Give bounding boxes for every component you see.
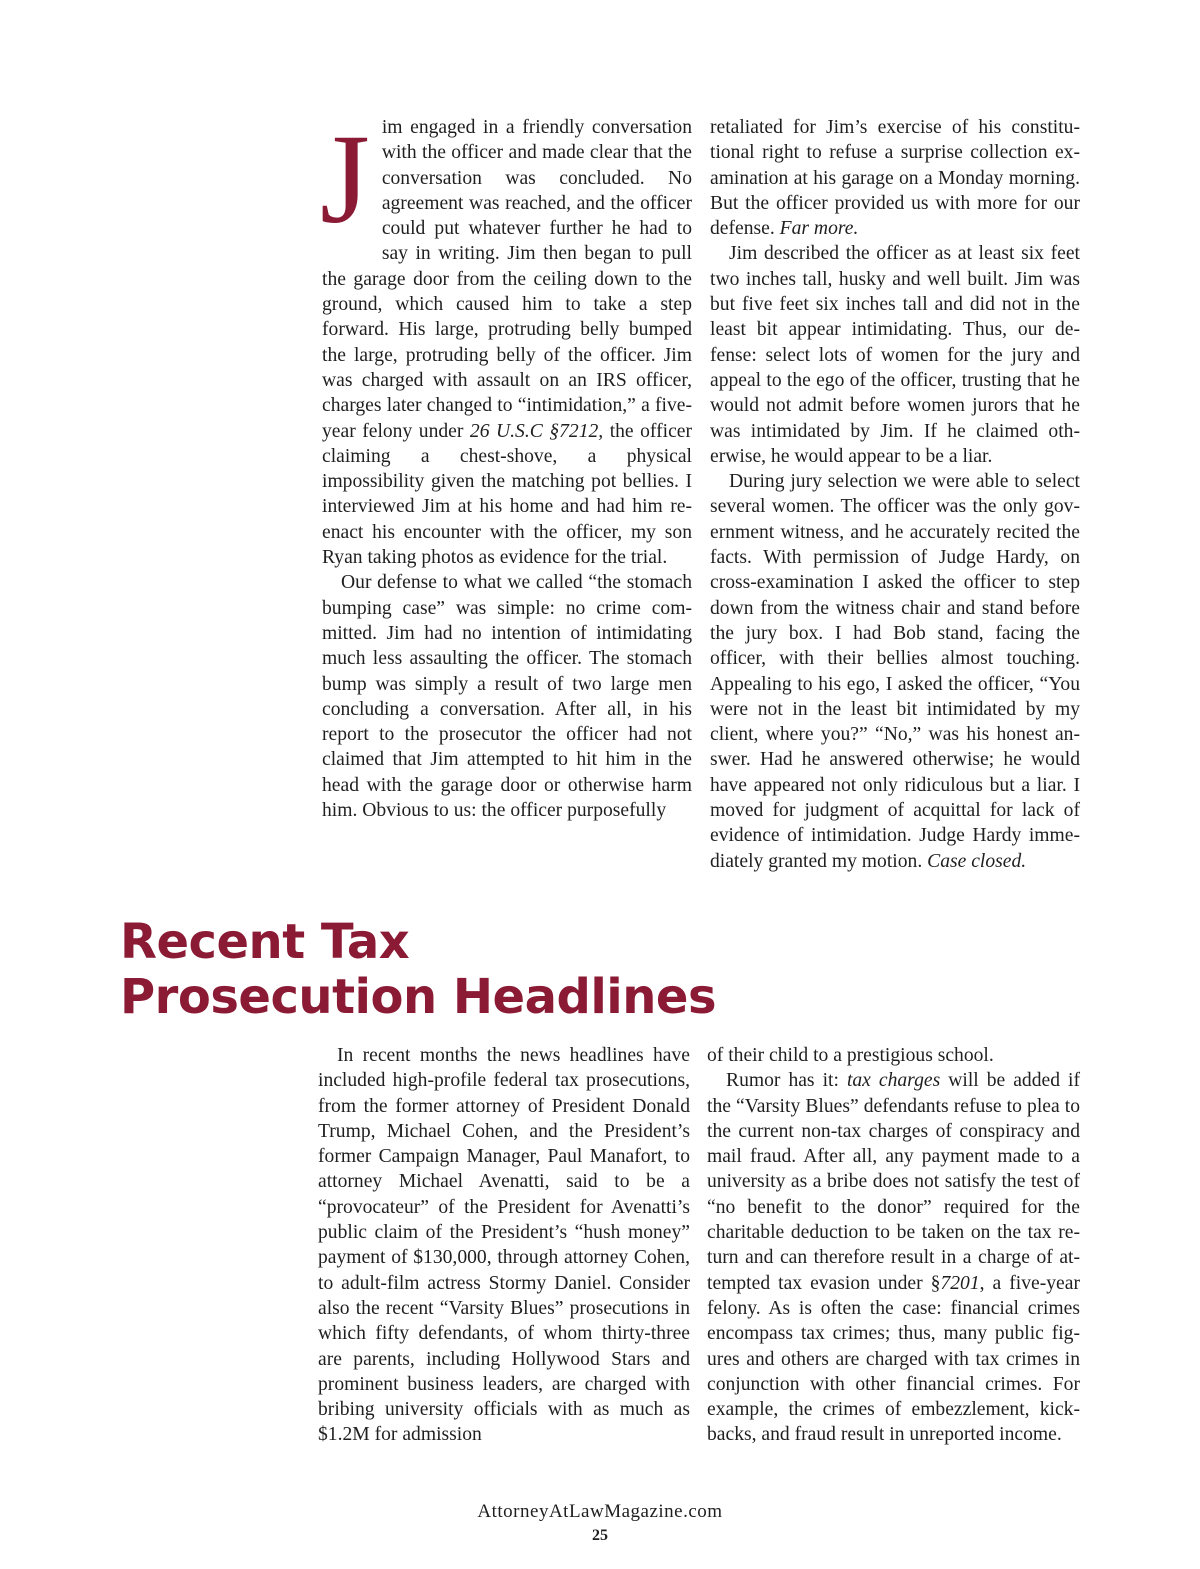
- paragraph-text: will be added if the “Varsity Blues” defendants refuse to plea to the current non-tax charges of conspiracy and mail fraud. After all, any payment made to a university as a bribe does not satisfy the test of “no benefit to the donor” required for the charitable deduction to be taken on the tax return and can therefore result in a charge of attempted tax evasion under §: [707, 1070, 1080, 1294]
- paragraph-text: the officer claiming a chest-shove, a physical impossibility given the matching pot bellies. I interviewed Jim at his home and had him re-enact his encounter with the officer, my son Ryan taking photos as evidence for the trial.: [322, 420, 692, 569]
- section-heading: [120, 915, 760, 1025]
- paragraph-text: Rumor has it:: [726, 1070, 847, 1092]
- paragraph: of their child to a prestigious school.: [707, 1045, 994, 1066]
- statute-citation: 7201: [940, 1272, 980, 1294]
- section-heading-line: Recent Tax: [120, 914, 410, 970]
- paragraph: [707, 1068, 1080, 1447]
- emphasis: Far more.: [779, 218, 859, 240]
- section-column-left: [318, 1043, 690, 1448]
- section-heading-line: Prosecution Headlines: [120, 969, 717, 1025]
- paragraph: Our defense to what we called “the stomach bumping case” was simple: no crime committed. Jim had no intention of intimidating much less assaulting the officer. The stomach bump was simply a result of two large men concluding a conversation. After all, in his report to the prosecutor the officer had not claimed that Jim attempted to hit him in the head with the garage door or otherwise harm him. Obvious to us: the officer purposefully: [322, 572, 692, 822]
- paragraph: [710, 469, 1080, 874]
- paragraph-text: im engaged in a friendly conversation with the officer and made clear that the conversation was concluded. No agreement was reached, and the officer could put whatever further he had to say in writing. Jim then began to pull the garage door from the ceiling down to the ground, which caused him to take a step forward. His large, protruding belly bumped the large, protruding belly of the officer. Jim was charged with assault on an IRS officer, charges later changed to “intimidation,” a five-year felony under: [322, 117, 692, 442]
- article-column-top-left: [320, 108, 692, 823]
- paragraph-text: During jury selection we were able to select several women. The officer was the only government witness, and he accurately recited the facts. With permission of Judge Hardy, on cross-examination I asked the officer to step down from the witness chair and stand before the jury box. I had Bob stand, facing the officer, with their bellies almost touching. Appealing to his ego, I asked the officer, “You were not in the least bit intimidated by my client, where you?” “No,” was his honest answer. Had he answered otherwise; he would have appeared not only ridiculous but a liar. I moved for judgment of acquittal for lack of evidence of intimidation. Judge Hardy immediately granted my motion.: [710, 471, 1080, 872]
- statute-citation: 26 U.S.C §7212,: [469, 420, 604, 442]
- paragraph: Jim described the officer as at least six feet two inches tall, husky and well built. Jim was but five feet six inches tall and did not in the least bit appear intimidating. Thus, our defense: select lots of women for the jury and appeal to the ego of the officer, trusting that he would not admit before women jurors that he was intimidated by Jim. If he claimed otherwise, he would appear to be a liar.: [710, 243, 1080, 467]
- emphasis: Case closed.: [927, 850, 1027, 872]
- footer-site-name: AttorneyAtLawMagazine.com: [477, 1501, 723, 1522]
- drop-cap: J: [320, 108, 370, 250]
- paragraph-text: , a five-year felony. As is often the case: financial crimes encompass tax crimes; thus, many public figures and others are charged with tax crimes in conjunction with other financial crimes. For example, the crimes of embezzlement, kickbacks, and fraud result in unreported income.: [707, 1272, 1080, 1446]
- article-column-top-right: [710, 115, 1080, 874]
- paragraph: [710, 115, 1080, 241]
- paragraph: [320, 108, 692, 570]
- emphasis: tax charges: [846, 1070, 941, 1092]
- paragraph: In recent months the news headlines have included high-profile federal tax prosecutions, from the former attorney of President Donald Trump, Michael Cohen, and the President’s former Campaign Manager, Paul Manafort, to attorney Michael Avenatti, said to be a “provocateur” of the President for Avenatti’s public claim of the President’s “hush money” payment of $130,000, through attorney Cohen, to adult-film actress Stormy Daniel. Consider also the recent “Varsity Blues” prosecutions in which fifty defendants, of whom thirty-three are parents, including Hollywood Stars and prominent business leaders, are charged with bribing university officials with as much as $1.2M for admission: [318, 1045, 690, 1446]
- page-number: 25: [592, 1527, 608, 1544]
- paragraph-text: retaliated for Jim’s exercise of his constitutional right to refuse a surprise collection examination at his garage on a Monday morning. But the officer provided us with more for our defense.: [710, 117, 1080, 240]
- section-column-right: [707, 1043, 1080, 1448]
